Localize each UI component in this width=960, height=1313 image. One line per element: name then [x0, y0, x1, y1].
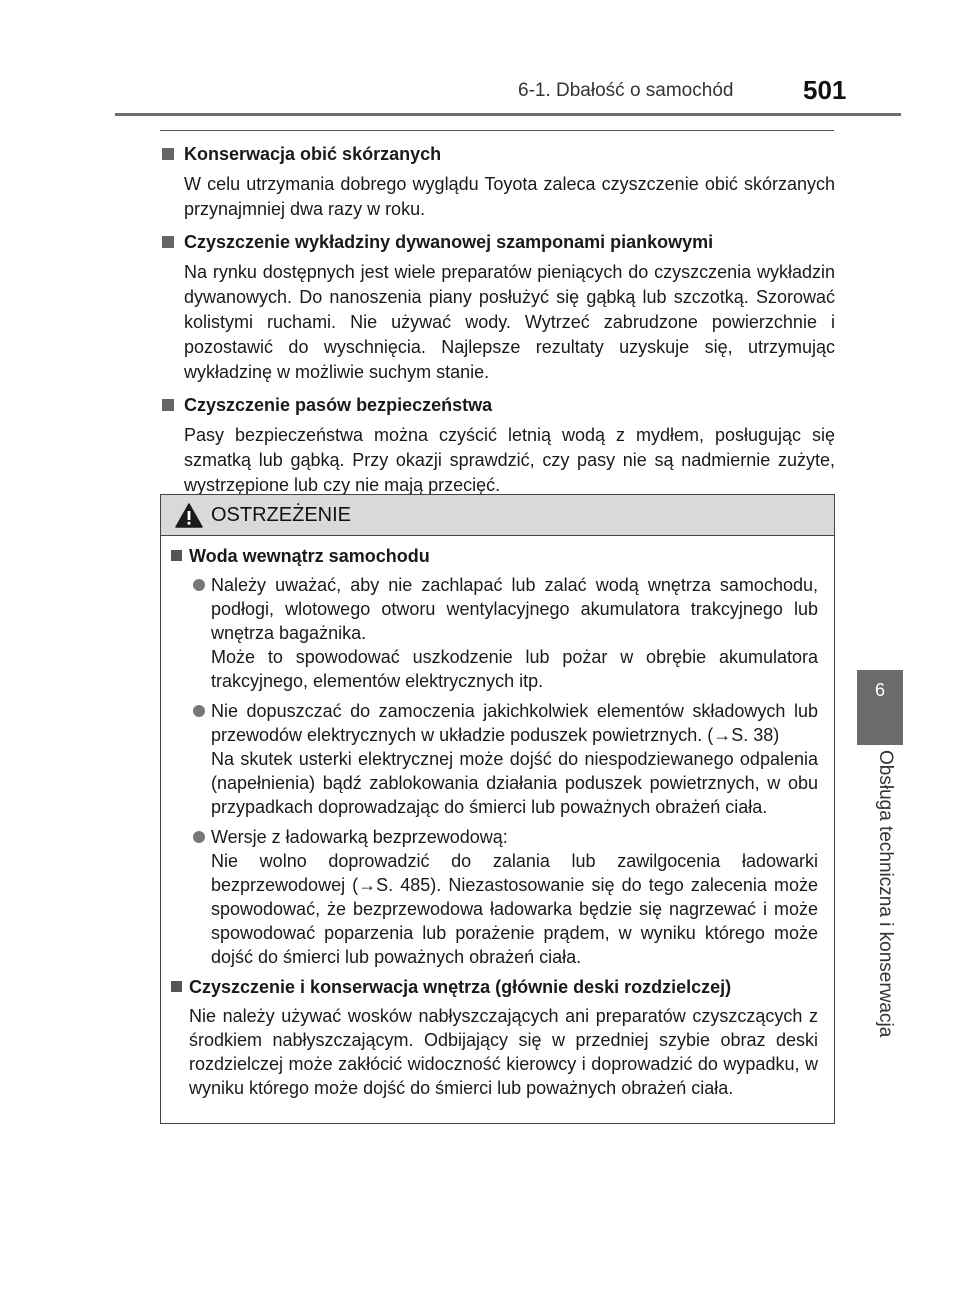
warning-box: [160, 494, 835, 1124]
chapter-title: Obsługa techniczna i konserwacja: [875, 750, 896, 1038]
main-content: [160, 142, 835, 506]
section-title: Czyszczenie pasów bezpieczeństwa: [160, 393, 835, 417]
section-body: Na rynku dostępnych jest wiele preparatów pieniących do czyszczenia wykładzin dywanowych. Do nanoszenia piany posłużyć się gąbką lub szczotką. Szorować kolistymi ruchami. Nie używać wody. Wytrzeć zabrudzone powierzchnie i pozostawić do wyschnięcia. Najlepsze rezultaty uzyskuje się, utrzymując wykładzinę w możliwie suchym stanie.: [184, 262, 835, 382]
square-bullet-icon: [171, 550, 182, 561]
square-bullet-icon: [162, 399, 174, 411]
page-number: 501: [803, 75, 847, 105]
section-divider: [160, 130, 834, 131]
section-title: Konserwacja obić skórzanych: [160, 142, 835, 166]
chapter-number: 6: [874, 680, 885, 700]
chapter-tab: [857, 670, 903, 745]
warning-subtitle: Czyszczenie i konserwacja wnętrza (głównie deski rozdzielczej): [171, 975, 818, 999]
warning-bullet: Nie dopuszczać do zamoczenia jakichkolwiek elementów składowych lub przewodów elektrycznych w układzie poduszek powietrznych. (→S. 38) Na skutek usterki elektrycznej może dojść do niespodziewanego odpalenia (napełnienia) bądź zablokowania działania poduszek powietrznych, w obu przypadkach doprowadzając do śmierci lub poważnych obrażeń ciała.: [171, 699, 818, 819]
section-title: Czyszczenie wykładziny dywanowej szamponami piankowymi: [160, 230, 835, 254]
square-bullet-icon: [162, 236, 174, 248]
section-body: W celu utrzymania dobrego wyglądu Toyota zaleca czyszczenie obić skórzanych przynajmniej dwa razy w roku.: [184, 174, 835, 219]
warning-bullet: Wersje z ładowarką bezprzewodową: Nie wolno doprowadzić do zalania lub zawilgocenia ładowarki bezprzewodowej (→S. 485). Niezastosowanie się do tego zalecenia może spowodować, że bezprzewodowa ładowarka będzie się nagrzewać i może spowodować poparzenia lub porażenie prądem, w wyniku którego może dojść do śmierci lub poważnych obrażeń ciała.: [171, 825, 818, 969]
warning-body: [161, 536, 834, 1100]
round-bullet-icon: [193, 579, 205, 591]
section-body: Pasy bezpieczeństwa można czyścić letnią wodą z mydłem, posługując się szmatką lub gąbką. Przy okazji sprawdzić, czy pasy nie są nadmiernie zużyte, wystrzępione lub czy nie mają przecięć.: [184, 425, 835, 495]
warning-title: OSTRZEŻENIE: [211, 504, 352, 526]
round-bullet-icon: [193, 705, 205, 717]
warning-bullet: Należy uważać, aby nie zachlapać lub zalać wodą wnętrza samochodu, podłogi, wlotowego otworu wentylacyjnego akumulatora trakcyjnego lub wnętrza bagażnika. Może to spowodować uszkodzenie lub pożar w obrębie akumulatora trakcyjnego, elementów elektrycznych itp.: [171, 573, 818, 693]
round-bullet-icon: [193, 831, 205, 843]
warning-triangle-icon: [175, 503, 203, 528]
square-bullet-icon: [162, 148, 174, 160]
header-rule: [115, 113, 901, 116]
running-header: 6-1. Dbałość o samochód: [518, 80, 734, 101]
square-bullet-icon: [171, 981, 182, 992]
warning-paragraph: Nie należy używać wosków nabłyszczających ani preparatów czyszczących z środkiem nabłyszczającym. Odbijający się w przedniej szybie obraz deski rozdzielczej może zakłócić widoczność kierowcy i doprowadzić do wypadku, w wyniku którego może dojść do śmierci lub poważnych obrażeń ciała.: [189, 1006, 818, 1098]
warning-subtitle: Woda wewnątrz samochodu: [171, 544, 818, 568]
warning-header: [161, 495, 834, 536]
